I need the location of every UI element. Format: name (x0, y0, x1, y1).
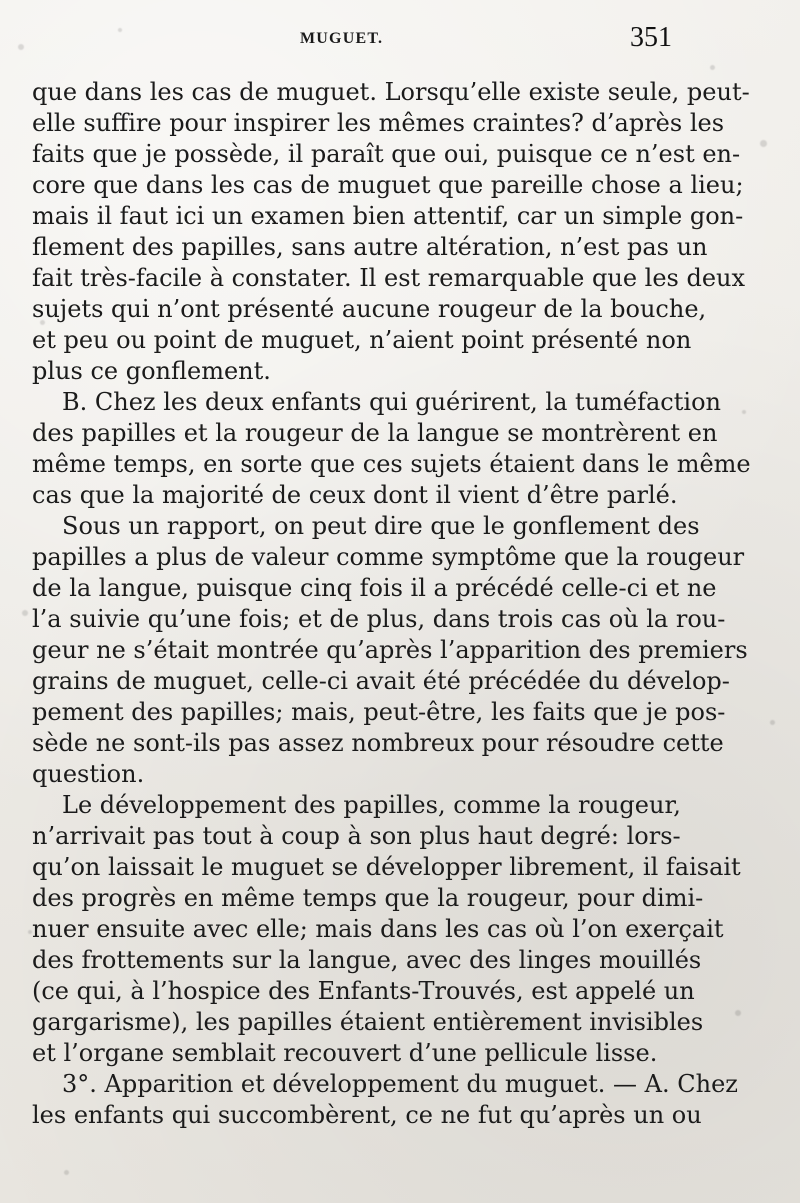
text-line: n’arrivait pas tout à coup à son plus haut degré: lors- (32, 822, 681, 850)
text-line: B. Chez les deux enfants qui guérirent, la tuméfaction (62, 388, 721, 416)
text-line: plus ce gonflement. (32, 357, 271, 385)
running-head: MUGUET. (300, 30, 384, 47)
text-line: même temps, en sorte que ces sujets étaient dans le même (32, 450, 751, 478)
text-line: que dans les cas de muguet. Lorsqu’elle existe seule, peut- (32, 78, 750, 106)
paper-speckle (770, 720, 775, 725)
text-line: de la langue, puisque cinq fois il a précédé celle-ci et ne (32, 574, 717, 602)
paper-speckle (64, 1170, 69, 1175)
text-line: Sous un rapport, on peut dire que le gonflement des (62, 512, 700, 540)
text-line: les enfants qui succombèrent, ce ne fut qu’après un ou (32, 1101, 702, 1129)
text-line: l’a suivie qu’une fois; et de plus, dans trois cas où la rou- (32, 605, 726, 633)
paper-speckle (735, 1010, 741, 1016)
text-line: mais il faut ici un examen bien attentif, car un simple gon- (32, 202, 744, 230)
paper-speckle (742, 410, 746, 414)
text-line: des progrès en même temps que la rougeur, pour dimi- (32, 884, 704, 912)
text-line: des frottements sur la langue, avec des linges mouillés (32, 946, 702, 974)
text-line: sujets qui n’ont présenté aucune rougeur de la bouche, (32, 295, 707, 323)
text-line: geur ne s’était montrée qu’après l’apparition des premiers (32, 636, 748, 664)
text-line: question. (32, 760, 145, 788)
text-line: faits que je possède, il paraît que oui, puisque ce n’est en- (32, 140, 741, 168)
paper-speckle (22, 610, 28, 616)
paper-speckle (760, 140, 767, 147)
text-line: nuer ensuite avec elle; mais dans les cas où l’on exerçait (32, 915, 724, 943)
text-line: (ce qui, à l’hospice des Enfants-Trouvés, est appelé un (32, 977, 695, 1005)
text-line: des papilles et la rougeur de la langue se montrèrent en (32, 419, 718, 447)
text-line: gargarisme), les papilles étaient entièrement invisibles (32, 1008, 704, 1036)
text-line: et peu ou point de muguet, n’aient point présenté non (32, 326, 692, 354)
text-line: core que dans les cas de muguet que pareille chose a lieu; (32, 171, 744, 199)
paper-speckle (710, 65, 715, 70)
text-line: fait très-facile à constater. Il est remarquable que les deux (32, 264, 746, 292)
page-header (0, 22, 800, 62)
text-line: 3°. Apparition et développement du muguet. — A. Chez (62, 1070, 738, 1098)
text-line: elle suffire pour inspirer les mêmes craintes? d’après les (32, 109, 725, 137)
text-line: flement des papilles, sans autre altération, n’est pas un (32, 233, 708, 261)
text-line: qu’on laissait le muguet se développer librement, il faisait (32, 853, 741, 881)
text-line: cas que la majorité de ceux dont il vient d’être parlé. (32, 481, 678, 509)
text-line: grains de muguet, celle-ci avait été précédée du dévelop- (32, 667, 730, 695)
text-line: papilles a plus de valeur comme symptôme que la rougeur (32, 543, 745, 571)
text-line: et l’organe semblait recouvert d’une pellicule lisse. (32, 1039, 658, 1067)
page-number: 351 (630, 22, 672, 53)
text-line: pement des papilles; mais, peut-être, les faits que je pos- (32, 698, 726, 726)
text-line: sède ne sont-ils pas assez nombreux pour résoudre cette (32, 729, 724, 757)
text-line: Le développement des papilles, comme la rougeur, (62, 791, 681, 819)
